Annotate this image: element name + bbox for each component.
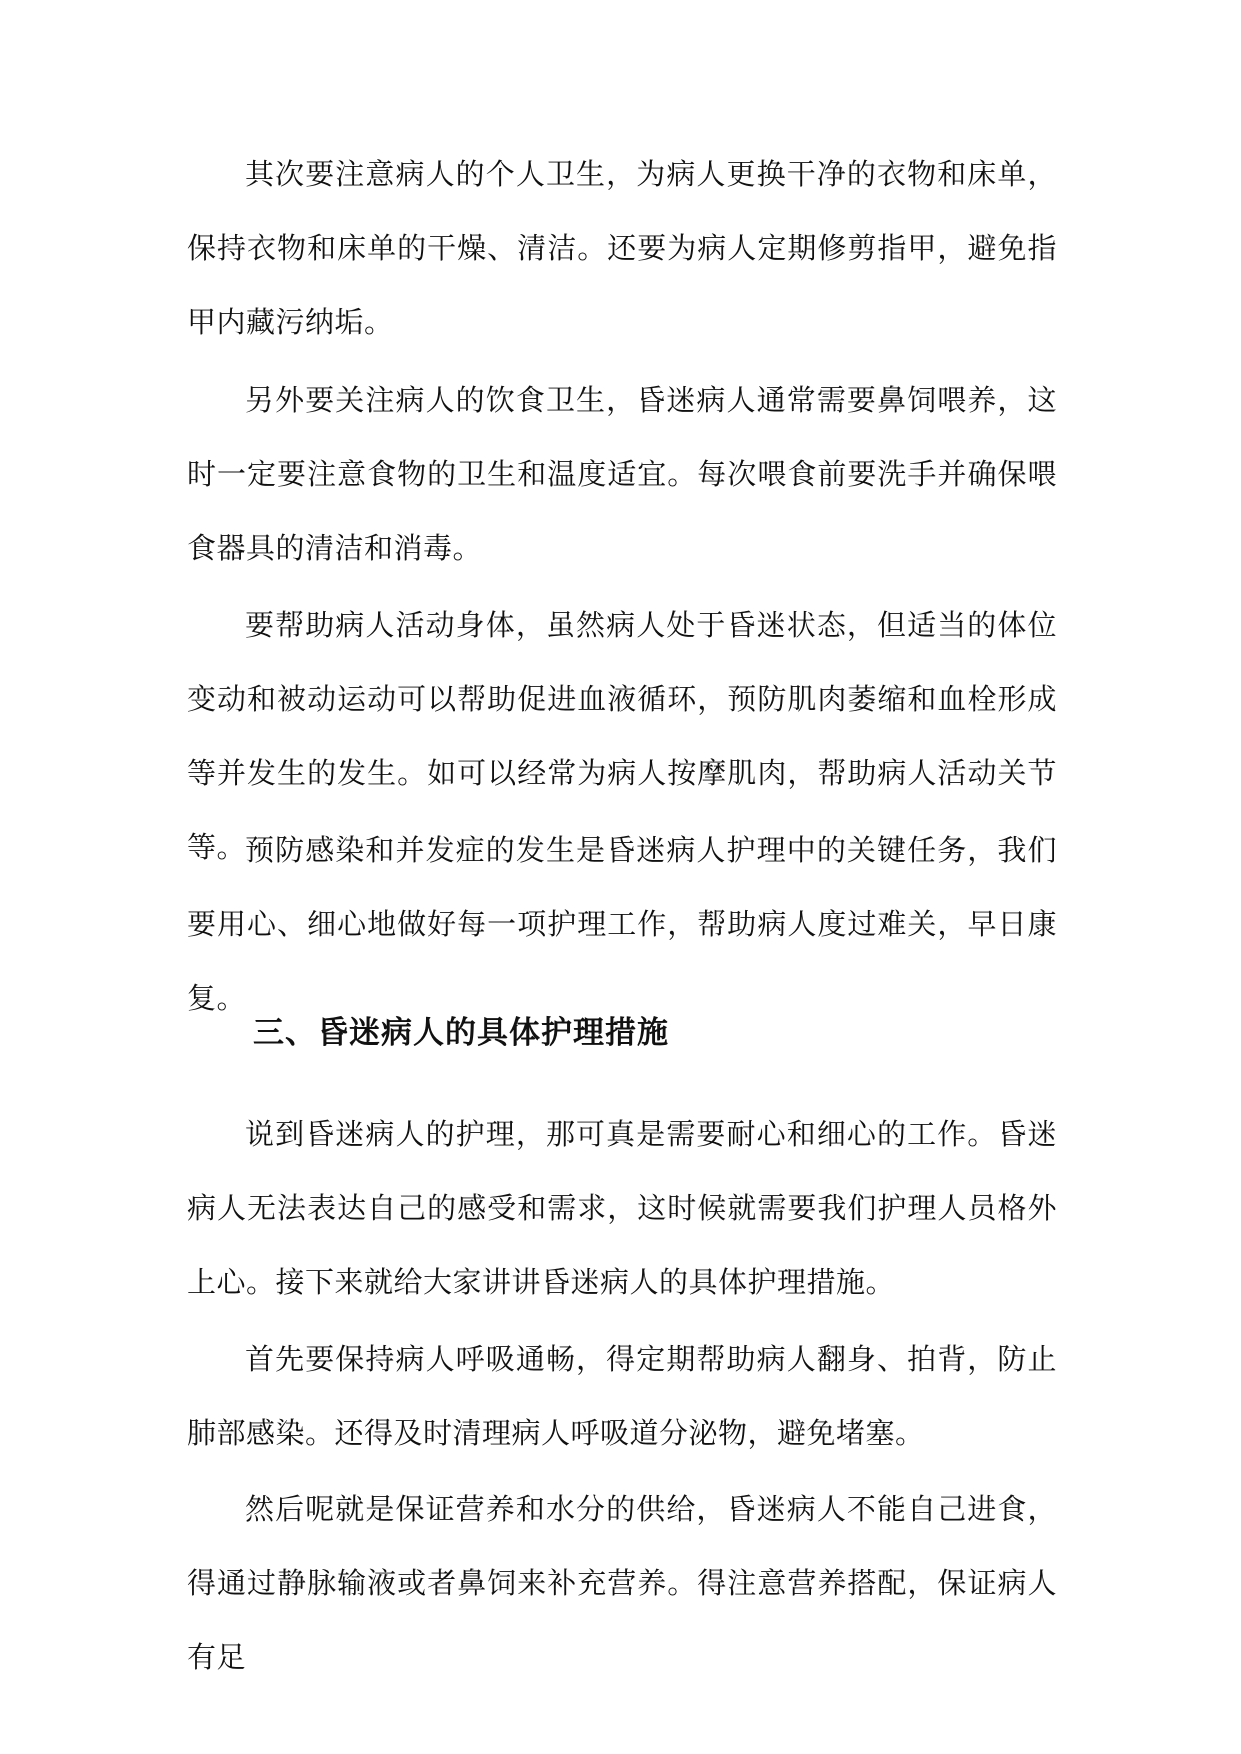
body-paragraph: 另外要关注病人的饮食卫生，昏迷病人通常需要鼻饲喂养，这时一定要注意食物的卫生和温度适宜。每次喂食前要洗手并确保喂食器具的清洁和消毒。 [187,383,1057,565]
body-paragraph: 首先要保持病人呼吸通畅，得定期帮助病人翻身、拍背，防止肺部感染。还得及时清理病人呼吸道分泌物，避免堵塞。 [187,1342,1057,1450]
body-paragraph: 其次要注意病人的个人卫生，为病人更换干净的衣物和床单，保持衣物和床单的干燥、清洁。还要为病人定期修剪指甲，避免指甲内藏污纳垢。 [187,157,1057,339]
section-heading: 三、昏迷病人的具体护理措施 [253,1015,669,1051]
body-paragraph: 预防感染和并发症的发生是昏迷病人护理中的关键任务，我们要用心、细心地做好每一项护理工作，帮助病人度过难关，早日康复。 [187,833,1057,1015]
body-paragraph: 说到昏迷病人的护理，那可真是需要耐心和细心的工作。昏迷病人无法表达自己的感受和需求，这时候就需要我们护理人员格外上心。接下来就给大家讲讲昏迷病人的具体护理措施。 [187,1117,1057,1299]
body-paragraph: 要帮助病人活动身体，虽然病人处于昏迷状态，但适当的体位变动和被动运动可以帮助促进血液循环，预防肌肉萎缩和血栓形成等并发生的发生。如可以经常为病人按摩肌肉，帮助病人活动关节等。 [187,608,1057,864]
body-paragraph: 然后呢就是保证营养和水分的供给，昏迷病人不能自己进食，得通过静脉输液或者鼻饲来补充营养。得注意营养搭配，保证病人有足 [187,1492,1057,1674]
